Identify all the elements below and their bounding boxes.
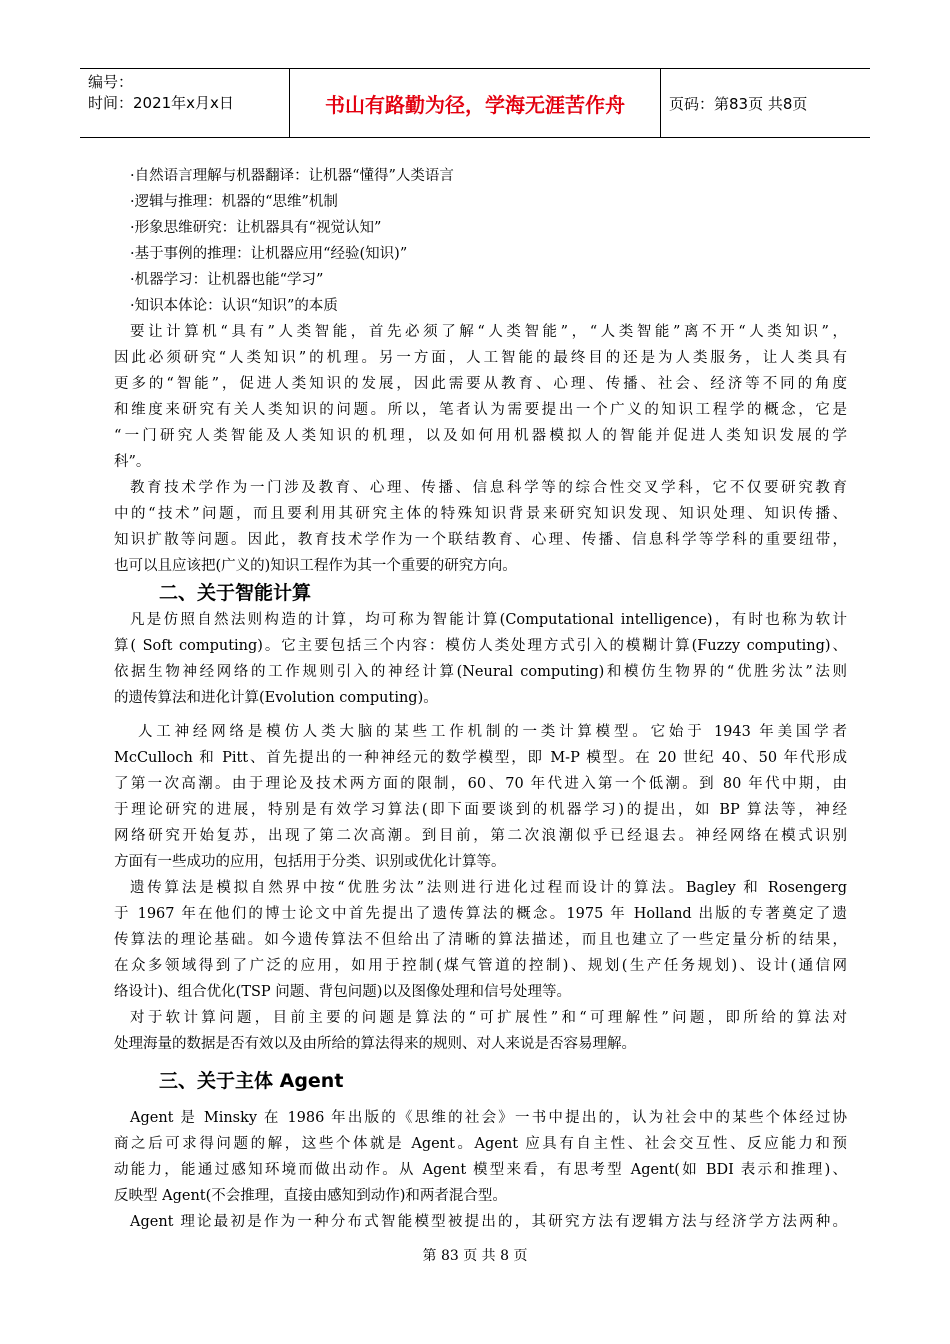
paragraph-line: 算( Soft computing)。它主要包括三个内容：模仿人类处理方式引入的模糊计算(Fuzzy computing)、 [114, 638, 847, 654]
bullet-item: ·机器学习：让机器也能“学习” [130, 272, 324, 288]
header-motto: 书山有路勤为径，学海无涯苦作舟 [290, 69, 661, 137]
time-label: 时间：2021年x月x日 [88, 94, 234, 112]
page-header [80, 68, 870, 138]
paragraph-line: 依据生物神经网络的工作规则引入的神经计算(Neural computing)和模仿生物界的“优胜劣汰”法则 [114, 664, 847, 680]
paragraph-line: 中的“技术”问题，而且要利用其研究主体的特殊知识背景来研究知识发现、知识处理、知识传播、 [114, 506, 847, 522]
paragraph-line: 反映型 Agent(不会推理，直接由感知到动作)和两者混合型。 [114, 1188, 507, 1204]
paragraph-line: 遗传算法是模拟自然界中按“优胜劣汰”法则进行进化过程而设计的算法。Bagley 和 Rosengerg [130, 880, 847, 896]
paragraph-line: 传算法的理论基础。如今遗传算法不但给出了清晰的算法描述，而且也建立了一些定量分析的结果， [114, 932, 847, 948]
paragraph-line: McCulloch 和 Pitt、首先提出的一种神经元的数学模型，即 M-P 模型。在 20 世纪 40、50 年代形成 [114, 750, 847, 766]
paragraph-line: 处理海量的数据是否有效以及由所给的算法得来的规则、对人来说是否容易理解。 [114, 1036, 636, 1052]
paragraph-line: 对于软计算问题，目前主要的问题是算法的“可扩展性”和“可理解性”问题，即所给的算法对 [130, 1010, 847, 1026]
paragraph-line: 因此必须研究“人类知识”的机理。另一方面，人工智能的最终目的还是为人类服务，让人类具有 [114, 350, 847, 366]
paragraph-line: 知识扩散等问题。因此，教育技术学作为一个联结教育、心理、传播、信息科学等学科的重要纽带， [114, 532, 847, 548]
paragraph-line: 方面有一些成功的应用，包括用于分类、识别或优化计算等。 [114, 854, 506, 870]
paragraph-line: 动能力，能通过感知环境而做出动作。从 Agent 模型来看，有思考型 Agent(如 BDI 表示和推理)、 [114, 1162, 847, 1178]
bullet-item: ·逻辑与推理：机器的“思维”机制 [130, 194, 338, 210]
paragraph-line: 网络研究开始复苏，出现了第二次高潮。到目前，第二次浪潮似乎已经退去。神经网络在模式识别 [114, 828, 847, 844]
paragraph-line: 更多的“智能”，促进人类知识的发展，因此需要从教育、心理、传播、社会、经济等不同的角度 [114, 376, 847, 392]
paragraph-line: 教育技术学作为一门涉及教育、心理、传播、信息科学等的综合性交叉学科，它不仅要研究教育 [130, 480, 847, 496]
paragraph-line: 于 1967 年在他们的博士论文中首先提出了遗传算法的概念。1975 年 Holland 出版的专著奠定了遗 [114, 906, 847, 922]
bullet-item: ·形象思维研究：让机器具有“视觉认知” [130, 220, 382, 236]
paragraph-line: Agent 理论最初是作为一种分布式智能模型被提出的，其研究方法有逻辑方法与经济学方法两种。 [130, 1214, 847, 1230]
paragraph-line: 络设计)、组合优化(TSP 问题、背包问题)以及图像处理和信号处理等。 [114, 984, 571, 1000]
paragraph-line: 要让计算机“具有”人类智能，首先必须了解“人类智能”，“人类智能”离不开“人类知识”， [130, 324, 847, 340]
paragraph-line: 在众多领域得到了广泛的应用，如用于控制(煤气管道的控制)、规划(生产任务规划)、设计(通信网 [114, 958, 847, 974]
page-footer: 第 83 页 共 8 页 [422, 1248, 528, 1264]
paragraph-line: 于理论研究的进展，特别是有效学习算法(即下面要谈到的机器学习)的提出，如 BP 算法等，神经 [114, 802, 847, 818]
paragraph-line: 的遗传算法和进化计算(Evolution computing)。 [114, 690, 438, 706]
paragraph-line: 和维度来研究有关人类知识的问题。所以，笔者认为需要提出一个广义的知识工程学的概念，它是 [114, 402, 847, 418]
header-meta [80, 69, 290, 137]
document-body [114, 163, 847, 1235]
paragraph-line: 凡是仿照自然法则构造的计算，均可称为智能计算(Computational intelligence)，有时也称为软计 [130, 612, 847, 628]
bullet-item: ·知识本体论：认识“知识”的本质 [130, 298, 338, 314]
paragraph-line: 商之后可求得问题的解，这些个体就是 Agent。Agent 应具有自主性、社会交互性、反应能力和预 [114, 1136, 847, 1152]
paragraph-line: 了第一次高潮。由于理论及技术两方面的限制，60、70 年代进入第一个低潮。到 80 年代中期，由 [114, 776, 847, 792]
paragraph-line: “一门研究人类智能及人类知识的机理，以及如何用机器模拟人的智能并促进人类知识发展的学 [114, 428, 847, 444]
paragraph-line: 科”。 [114, 454, 151, 470]
paragraph-line: Agent 是 Minsky 在 1986 年出版的《思维的社会》一书中提出的，认为社会中的某些个体经过协 [130, 1110, 847, 1126]
section-heading-3: 三、关于主体 Agent [159, 1070, 344, 1092]
bullet-item: ·自然语言理解与机器翻译：让机器“懂得”人类语言 [130, 168, 454, 184]
number-label: 编号： [88, 73, 134, 91]
paragraph-line: 人工神经网络是模仿人类大脑的某些工作机制的一类计算模型。它始于 1943 年美国学者 [138, 724, 847, 740]
header-page-number: 页码：第83页 共8页 [669, 94, 808, 113]
section-heading-2: 二、关于智能计算 [159, 582, 312, 604]
bullet-item: ·基于事例的推理：让机器应用“经验(知识)” [130, 246, 408, 262]
paragraph-line: 也可以且应该把(广义的)知识工程作为其一个重要的研究方向。 [114, 558, 517, 574]
